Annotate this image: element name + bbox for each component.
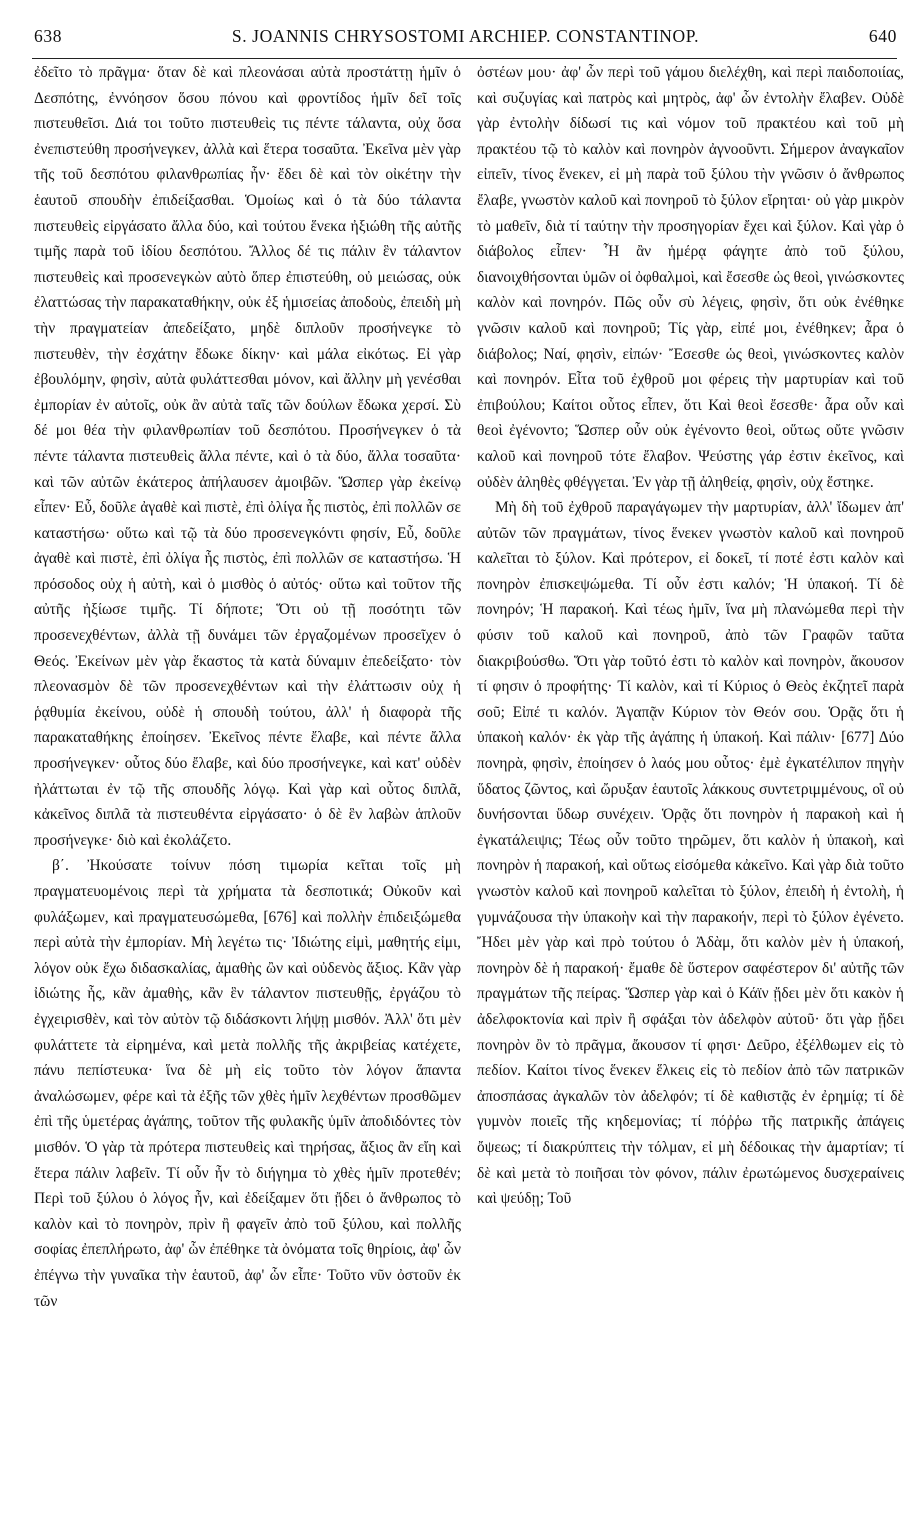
page-number-left: 638 xyxy=(34,26,63,46)
left-column xyxy=(34,60,461,1528)
right-column xyxy=(477,60,904,1528)
page-number-right: 640 xyxy=(868,26,897,46)
paragraph: Μὴ δὴ τοῦ ἐχθροῦ παραγάγωμεν τὴν μαρτυρίαν, ἀλλ' ἴδωμεν ἀπ' αὐτῶν τῶν πραγμάτων, τίνος ἕνεκεν γνωστὸν καλοῦ καὶ πονηροῦ καλεῖται τὸ ξύλον. Καὶ πρότερον, εἰ δοκεῖ, τί ποτέ ἐστι καλὸν καὶ πονηρὸν ἐπισκεψώμεθα. Τί οὖν ἐστι καλόν; Ἡ ὑπακοή. Τί δὲ πονηρόν; Ἡ παρακοή. Καὶ τέως ἡμῖν, ἵνα μὴ πλανώμεθα περὶ τὴν φύσιν τοῦ καλοῦ καὶ πονηροῦ, ἀπὸ τῶν Γραφῶν ταῦτα διακριβούσθω. Ὅτι γὰρ τοῦτό ἐστι τὸ καλὸν καὶ πονηρὸν, ἄκουσον τί φησιν ὁ προφήτης· Τί καλὸν, καὶ τί Κύριος ὁ Θεὸς ἐκζητεῖ παρὰ σοῦ; Εἰπέ τι καλόν. Ἀγαπᾷν Κύριον τὸν Θεόν σου. Ὁρᾷς ὅτι ἡ ὑπακοὴ καλόν· ἐκ γὰρ τῆς ἀγάπης ἡ ὑπακοή. Καὶ πάλιν· [677] Δύο πονηρὰ, φησὶν, ἐποίησεν ὁ λαός μου οὗτος· ἐμὲ ἐγκατέλιπον πηγὴν ὕδατος ζῶντος, καὶ ὤρυξαν ἑαυτοῖς λάκκους συντετριμμένους, οἳ οὐ δυνήσονται ὕδωρ συνέχειν. Ὁρᾷς ὅτι πονηρὸν ἡ παρακοὴ καὶ ἡ ἐγκατάλειψις; Τέως οὖν τοῦτο τηρῶμεν, ὅτι καλὸν ἡ ὑπακοὴ, καὶ πονηρὸν ἡ παρακοή, καὶ οὕτως εἰσόμεθα κἀκεῖνο. Καὶ γὰρ διὰ τοῦτο γνωστὸν καλοῦ καὶ πονηροῦ καλεῖται τὸ ξύλον, ἐπειδὴ ἡ ἐντολὴ, ἡ γυμνάζουσα τὴν ὑπακοὴν καὶ τὴν παρακοήν, περὶ τὸ ξύλον ἐγένετο. Ἤδει μὲν γὰρ καὶ πρὸ τούτου ὁ Ἀδὰμ, ὅτι καλὸν μὲν ἡ ὑπακοή, πονηρὸν δὲ ἡ παρακοή· ἔμαθε δὲ ὕστερον σαφέστερον δι' αὐτῆς τῶν πραγμάτων τῆς πείρας. Ὥσπερ γὰρ καὶ ὁ Κάϊν ᾔδει μὲν ὅτι κακὸν ἡ ἀδελφοκτονία καὶ πρὶν ἢ σφάξαι τὸν ἀδελφὸν αὐτοῦ· ὅτι γὰρ ᾔδει πονηρὸν ὂν τὸ πρᾶγμα, ἄκουσον τί φησι· Δεῦρο, ἐξέλθωμεν εἰς τὸ πεδίον. Καίτοι τίνος ἕνεκεν ἕλκεις εἰς τὸ πεδίον ἀπὸ τῶν πατρικῶν ἀποσπάσας ἀγκαλῶν τὸν ἀδελφόν; τί δὲ καθιστᾷς ἐν ἐρημίᾳ; τί δὲ γυμνὸν ποιεῖς τῆς κηδεμονίας; τί πόῤῥω τῆς πατρικῆς ἀπάγεις ὄψεως; τί διακρύπτεις τὴν τόλμαν, εἰ μὴ δέδοικας τὴν ἁμαρτίαν; τί δὲ καὶ μετὰ τὸ ποιῆσαι τὸν φόνον, πάλιν ἐρωτώμενος δυσχεραίνεις καὶ ψεύδῃ; Τοῦ xyxy=(477,499,904,1208)
running-title: S. JOANNIS CHRYSOSTOMI ARCHIEP. CONSTANTINOP. xyxy=(231,26,700,46)
paragraph: ἐδεῖτο τὸ πρᾶγμα· ὅταν δὲ καὶ πλεονάσαι αὐτὰ προστάττῃ ἡμῖν ὁ Δεσπότης, ἐννόησον ὅσου πόνου καὶ φροντίδος ἡμῖν δεῖ τοῖς πιστευθεῖσι. Διά τοι τοῦτο πιστευθεὶς τις πέντε τάλαντα, οὐχ ὅσα ἐνεπιστεύθη προσήνεγκεν, ἀλλὰ καὶ ἕτερα τοσαῦτα. Ἐκεῖνα μὲν γὰρ τῆς τοῦ δεσπότου φιλανθρωπίας ἦν· ἔδει δὲ καὶ τὸν οἰκέτην τὴν ἑαυτοῦ σπουδὴν ἐπιδείξασθαι. Ὁμοίως καὶ ὁ τὰ δύο τάλαντα πιστευθεὶς εἰργάσατο ἄλλα δύο, καὶ τούτου ἕνεκα ἠξιώθη τῆς αὐτῆς τιμῆς παρὰ τοῦ ἰδίου δεσπότου. Ἄλλος δέ τις πάλιν ἓν τάλαντον πιστευθεὶς καὶ προσενεγκὼν αὐτὸ ὅπερ ἐπιστεύθη, οὐ μειώσας, οὐκ ἐλαττώσας τὴν παρακαταθήκην, οὐκ ἐξ ἡμισείας ἀποδοὺς, ἐπειδὴ μὴ τὴν πραγματείαν ἀπεδείξατο, μηδὲ διπλοῦν προσήνεγκε τὸ πιστευθὲν, τὴν ἐσχάτην ἔδωκε δίκην· καὶ μάλα εἰκότως. Εἰ γὰρ ἐβουλόμην, φησὶν, αὐτὰ φυλάττεσθαι μόνον, καὶ ἄλλην μὴ γενέσθαι ἐμπορίαν ἐν αὐτοῖς, οὐκ ἂν αὐτὰ ταῖς τῶν δούλων ἔδωκα χερσί. Σὺ δέ μοι θέα τὴν φιλανθρωπίαν τοῦ δεσπότου. Προσήνεγκεν ὁ τὰ πέντε τάλαντα πιστευθεὶς ἄλλα πέντε, καὶ ὁ τὰ δύο, ἄλλα τοσαῦτα· καὶ τῶν αὐτῶν ἑκάτερος ἀπήλαυσεν ἀμοιβῶν. Ὥσπερ γὰρ ἐκείνῳ εἶπεν· Εὖ, δοῦλε ἀγαθὲ καὶ πιστὲ, ἐπὶ ὀλίγα ἧς πιστὸς, ἐπὶ πολλῶν σε καταστήσω· οὕτω καὶ τῷ τὰ δύο προσενεγκόντι φησίν, Εὖ, δοῦλε ἀγαθὲ καὶ πιστὲ, ἐπὶ ὀλίγα ἧς πιστὸς, ἐπὶ πολλῶν σε καταστήσω. Ἡ πρόσοδος οὐχ ἡ αὐτὴ, καὶ ὁ μισθὸς ὁ αὐτός· οὕτω καὶ τοῦτον τῆς αὐτῆς ἠξίωσε τιμῆς. Τί δήποτε; Ὅτι οὐ τῇ ποσότητι τῶν προσενεχθέντων, ἀλλὰ τῇ δυνάμει τῶν ἐργαζομένων προσεῖχεν ὁ Θεός. Ἐκείνων μὲν γὰρ ἕκαστος τὰ κατὰ δύναμιν ἐπεδείξατο· τὸν πλεονασμὸν δὲ τῶν προσενεχθέντων καὶ τὴν ἐλάττωσιν οὐχ ἡ ῥᾳθυμία ἐκείνου, οὐδὲ ἡ σπουδὴ τούτου, ἀλλ' ἡ διαφορὰ τῆς παρακαταθήκης ἐποίησεν. Ἐκεῖνος πέντε ἔλαβε, καὶ πέντε ἄλλα προσήνεγκεν· οὗτος δύο ἔλαβε, καὶ δύο προσήνεγκε, καὶ κατ' οὐδὲν ἠλάττωται ἐν τῷ τῆς σπουδῆς λόγῳ. Καὶ γὰρ καὶ οὗτος διπλᾶ, κἀκεῖνος διπλᾶ τὰ πιστευθέντα εἰργάσατο· ὁ δὲ ἓν λαβὼν ἁπλοῦν προσήνεγκε· διὸ καὶ ἐκολάζετο. xyxy=(34,64,461,849)
paragraph: β΄. Ἠκούσατε τοίνυν πόση τιμωρία κεῖται τοῖς μὴ πραγματευομένοις περὶ τὰ χρήματα τὰ δεσποτικά; Οὐκοῦν καὶ φυλάξωμεν, καὶ πραγματευσώμεθα, [676] καὶ πολλὴν ἐπιδειξώμεθα περὶ αὐτὰ τὴν ἐμπορίαν. Μὴ λεγέτω τις· Ἰδιώτης εἰμὶ, μαθητής εἰμι, λόγον οὐκ ἔχω διδασκαλίας, ἀμαθὴς ὢν καὶ οὐδενὸς ἄξιος. Κἂν γὰρ ἰδιώτης ἧς, κἂν ἀμαθὴς, κἂν ἓν τάλαντον πιστευθῇς, ἐργάζου τὸ ἐγχειρισθὲν, καὶ τὸν αὐτὸν τῷ διδάσκοντι λήψῃ μισθόν. Ἀλλ' ὅτι μὲν φυλάττετε τὰ εἰρημένα, καὶ μετὰ πολλῆς τῆς ἀκριβείας κατέχετε, πάνυ πεπίστευκα· ἵνα δὲ μὴ εἰς τοῦτο τὸν λόγον ἅπαντα ἀναλώσωμεν, φέρε καὶ τὰ ἐξῆς τῶν χθὲς ἡμῖν λεχθέντων προσθῶμεν ἐπὶ τῆς ὑμετέρας ἀγάπης, τοῦτον τῆς φυλακῆς ὑμῖν ἀποδιδόντες τὸν μισθόν. Ὁ γὰρ τὰ πρότερα πιστευθεὶς καὶ τηρήσας, ἄξιος ἂν εἴη καὶ ἕτερα πάλιν λαβεῖν. Τί οὖν ἦν τὸ διήγημα τὸ χθὲς ἡμῖν προτεθέν; Περὶ τοῦ ξύλου ὁ λόγος ἦν, καὶ ἐδείξαμεν ὅτι ᾔδει ὁ ἄνθρωπος τὸ καλὸν καὶ τὸ πονηρὸν, πρὶν ἢ φαγεῖν ἀπὸ τοῦ ξύλου, καὶ πολλῆς σοφίας ἐπεπλήρωτο, ἀφ' ὧν ἐπέθηκε τὰ ὀνόματα τοῖς θηρίοις, ἀφ' ὧν ἐπέγνω τὴν γυναῖκα τὴν ἑαυτοῦ, ἀφ' ὧν εἶπε· Τοῦτο νῦν ὀστοῦν ἐκ τῶν xyxy=(34,857,461,1310)
header-rule xyxy=(32,58,897,59)
running-header xyxy=(34,26,897,56)
paragraph: ὀστέων μου· ἀφ' ὧν περὶ τοῦ γάμου διελέχθη, καὶ περὶ παιδοποιίας, καὶ συζυγίας καὶ πατρὸς καὶ μητρὸς, ἀφ' ὧν ἐντολὴν ἔλαβεν. Οὐδὲ γὰρ ἐντολὴν δίδωσί τις καὶ νόμον τοῦ πρακτέου καὶ τοῦ μὴ πρακτέου τῷ τὸ καλὸν καὶ πονηρὸν ἀγνοοῦντι. Σήμερον ἀναγκαῖον εἰπεῖν, τίνος ἕνεκεν, εἰ μὴ παρὰ τοῦ ξύλου τὴν γνῶσιν ὁ ἄνθρωπος ἔλαβε, γνωστὸν καλοῦ καὶ πονηροῦ τὸ ξύλον εἴρηται· οὐ γὰρ μικρὸν τὸ μαθεῖν, διὰ τί ταύτην τὴν προσηγορίαν ἔχει καὶ ξύλον. Καὶ γὰρ ὁ διάβολος εἶπεν· Ἧ ἂν ἡμέρᾳ φάγητε ἀπὸ τοῦ ξύλου, διανοιχθήσονται ὑμῶν οἱ ὀφθαλμοὶ, καὶ ἔσεσθε ὡς θεοὶ, γινώσκοντες καλὸν καὶ πονηρόν. Πῶς οὖν σὺ λέγεις, φησὶν, ὅτι οὐκ ἐνέθηκε γνῶσιν καλοῦ καὶ πονηροῦ; Τίς γὰρ, εἰπέ μοι, ἐνέθηκεν; ἆρα ὁ διάβολος; Ναί, φησὶν, εἰπών· Ἔσεσθε ὡς θεοὶ, γινώσκοντες καλὸν καὶ πονηρόν. Εἶτα τοῦ ἐχθροῦ μοι φέρεις τὴν μαρτυρίαν καὶ τοῦ ἐπιβούλου; Καίτοι οὗτος εἶπεν, ὅτι Καὶ θεοὶ ἔσεσθε· ἆρα οὖν καὶ θεοὶ ἐγένοντο; Ὥσπερ οὖν οὐκ ἐγένοντο θεοὶ, οὕτως οὔτε γνῶσιν καλοῦ καὶ πονηροῦ τότε ἔλαβον. Ψεύστης γάρ ἐστιν ἐκεῖνος, καὶ οὐδὲν ἀληθὲς φθέγγεται. Ἐν γὰρ τῇ ἀληθείᾳ, φησὶν, οὐχ ἕστηκε. xyxy=(477,64,904,491)
